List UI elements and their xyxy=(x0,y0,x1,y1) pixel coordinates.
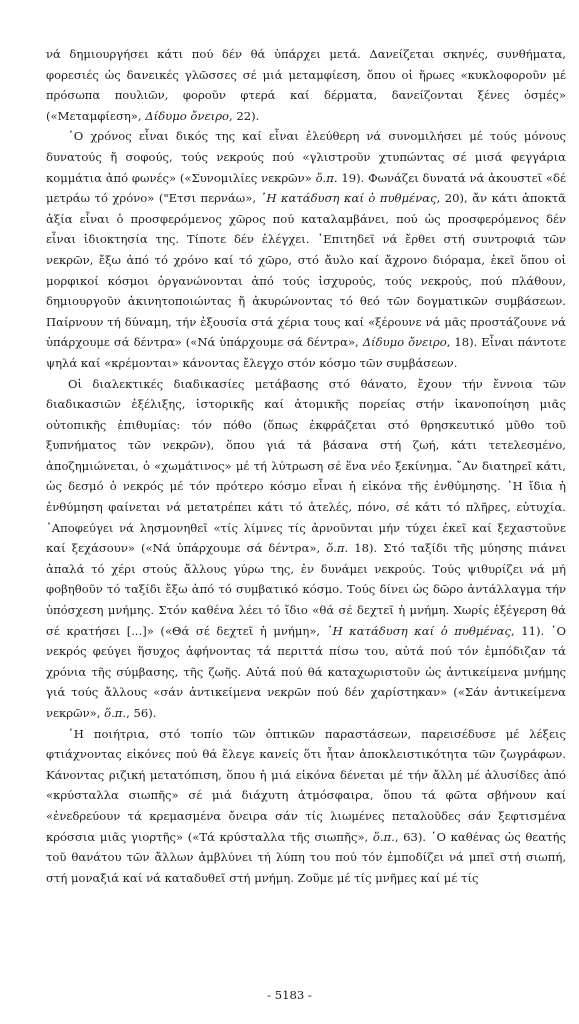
text-run: ῾Ο χρόνος εἶναι δικός της καί εἶναι ἐλεύθερη νά συνομιλήσει μέ τούς μόνους δυνατούς ἤ σοφούς, τούς νεκρούς πού «γλιστροῦν χτυπώντας σέ μισά φεγγάρια κομμάτια ἀπό φωνές» («Συνομιλίες νεκρῶν» xyxy=(46,129,566,185)
citation-title: ὅ.π. xyxy=(326,541,349,556)
paragraph xyxy=(46,724,566,889)
text-run: νά δημιουργήσει κάτι πού δέν θά ὑπάρχει μετά. Δανείζεται σκηνές, συνθήματα, φορεσιές ὡς δανεικές γλῶσσες σέ μιά μεταμφίεση, ὅπου οἱ ἥρωες «κυκλοφοροῦν μέ πρόσωπα πουλιῶν, φοροῦν φτερά καί δέρματα, δανείζονται ξένες ὀσμές» («Μεταμφίεση», xyxy=(46,47,566,123)
text-run: , 56). xyxy=(126,706,157,720)
page-number: - 5183 - xyxy=(267,988,312,1002)
paragraph xyxy=(46,44,566,126)
document-body xyxy=(46,44,566,888)
citation-title: ὅ.π. xyxy=(372,829,395,844)
text-run: 18). Στό ταξίδι τῆς μύησης πιάνει ἁπαλά τό χέρι στούς ἄλλους γύρω της, ἐν δυνάμει νεκρούς. Τούς ψιθυρίζει νά μή φοβηθοῦν τό ταξίδι ἔξω ἀπό τό συμβατικό κόσμο. Τούς δίνει ὡς δῶρο ἀντάλλαγμα τήν ὑπόσχεση μνήμης. Στόν καθένα λέει τό ἴδιο «θά σέ δεχτεῖ ἡ μνήμη. Χωρίς ἐξέγερση θά σέ κρατήσει [...]» («Θά σέ δεχτεῖ ἡ μνήμη», xyxy=(46,541,566,638)
citation-title: Δίδυμο ὄνειρο xyxy=(362,335,447,350)
text-run: , 22). xyxy=(229,108,260,123)
text-run: , 11). ῾Ο νεκρός φεύγει ἥσυχος ἀφήνοντας τά περιττά πίσω του, αὐτά πού τόν ἐμπόδιζαν τά χρόνια τῆς σύμβασης, τῆς ζωῆς. Αὐτά πού θά καταχωριστοῦν ὡς ἀντικείμενα μνήμης γιά τούς ἄλλους «σάν ἀντικείμενα νεκρῶν πού δέν χαρίστηκαν» («Σάν ἀντικείμενα νεκρῶν», xyxy=(46,623,566,720)
paragraph xyxy=(46,126,566,373)
paragraph xyxy=(46,374,566,724)
text-run: Οἱ διαλεκτικές διαδικασίες μετάβασης στό θάνατο, ἔχουν τήν ἔννοια τῶν διαδικασιῶν ἐξέλιξης, ἱστορικῆς καί ἀτομικῆς πορείας στήν ἱκανοποίηση μιᾶς οὐτοπικῆς ἐπιθυμίας: τόν πόθο (ὅπως ἐκφράζεται στό θρησκευτικό μῦθο τοῦ ξυπνήματος τῶν νεκρῶν), ὅπου γιά τά βάσανα στή ζωή, κάτι τετελεσμένο, ἀποζημιώνεται, ὁ «χωμάτινος» μέ τή λύτρωση σέ ἕνα νέο ξεκίνημα. ῎Αν διατηρεῖ κάτι, ὡς δεσμό ὁ νεκρός μέ τόν πρότερο κόσμο εἶναι ἡ εἰκόνα τῆς ἐνθύμησης. ῾Η ἴδια ἡ ἐνθύμηση φαίνεται νά μετατρέπει κάτι τό ἀτελές, πόνο, σέ κάτι τό πλῆρες, εὐτυχία. ᾿Αποφεύγει νά λησμονηθεῖ «τίς λίμνες τίς ἀρνοῦνται μήν τύχει ἐκεῖ καί ξεχαστοῦνε καί ξεχάσουν» («Νά ὑπάρχουμε σά δέντρα», xyxy=(46,376,566,556)
text-run: ῾Η ποιήτρια, στό τοπίο τῶν ὀπτικῶν παραστάσεων, παρεισέδυσε μέ λέξεις φτιάχνοντας εἰκόνες πού θά ἔλεγε κανείς ὅτι ἦταν ἀποκλειστικότητα τῶν ζωγράφων. Κάνοντας ριζική μετατόπιση, ὅπου ἡ μιά εἰκόνα δένεται μέ τήν ἄλλη μέ ἁλυσίδες ἀπό «κρύσταλλα σιωπῆς» σέ μιά διάχυτη ἀτμόσφαιρα, ὅπου τά φῶτα σβήνουν καί «ἐνεδρεύουν τά κρεμασμένα ὄνειρα σάν τίς λιωμένες πεταλοῦδες σάν ξεφτισμένα κρόσσια μιᾶς γιορτῆς» («Τά κρύσταλλα τῆς σιωπῆς», xyxy=(46,726,566,844)
text-run: 19). Φωνάζει δυνατά νά ἀκουστεῖ «δέ μετράω τό χρόνο» ("Ετσι περνάω», xyxy=(46,170,566,206)
citation-title: Δίδυμο ὄνειρο xyxy=(145,108,230,123)
text-run: , 63). ῾Ο καθένας ὡς θεατής τοῦ θανάτου τῶν ἄλλων ἀμβλύνει τή λύπη του πού τόν ἐμποδίζει νά μπεῖ στή σιωπή, στή μοναξιά καί νά καταδυθεῖ στή μνήμη. Ζοῦμε μέ τίς μνῆμες καί μέ τίς xyxy=(46,829,566,885)
text-run: , 18). Εἶναι πάντοτε ψηλά καί «κρέμονται» κάνοντας ἔλεγχο στόν κόσμο τῶν συμβάσεων. xyxy=(46,335,566,370)
citation-title: ῾Η κατάδυση καί ὁ πυθμένας xyxy=(260,191,437,206)
citation-title: ὅ.π. xyxy=(315,170,338,185)
text-run: , 20), ἄν κάτι ἀποκτᾶ ἀξία εἶναι ὁ προσφερόμενος χῶρος πού καταλαμβάνει, πού ὡς προσφερόμενος δέν εἶναι ἰδιοκτησία της. Τίποτε δέν ἐλέγχει. ᾿Επιτηδεῖ νά ἔρθει στή συντροφιά τῶν νεκρῶν, ἔξω ἀπό τό χρόνο καί τό χῶρο, στό ἄυλο καί ἄχρονο διόραμα, ἐκεῖ ὅπου οἱ μορφικοί κόσμοι ὀργανώνονται ἀπό τούς ἰσχυρούς, τούς νεκρούς, πού πλάθουν, δημιουργοῦν ἀκινητοποιώντας ἤ ἀκυρώνοντας τό θεό τῶν δογματικῶν συμβάσεων. Παίρνουν τή δύναμη, τήν ἐξουσία στά χέρια τους καί «ξέρουνε νά μᾶς προστάζουνε νά ὑπάρχουμε σά δέντρα» («Νά ὑπάρχουμε σά δέντρα», xyxy=(46,191,567,350)
citation-title: ῾Η κατάδυση καί ὁ πυθμένας xyxy=(326,623,511,638)
citation-title: ὅ.π. xyxy=(104,706,127,720)
